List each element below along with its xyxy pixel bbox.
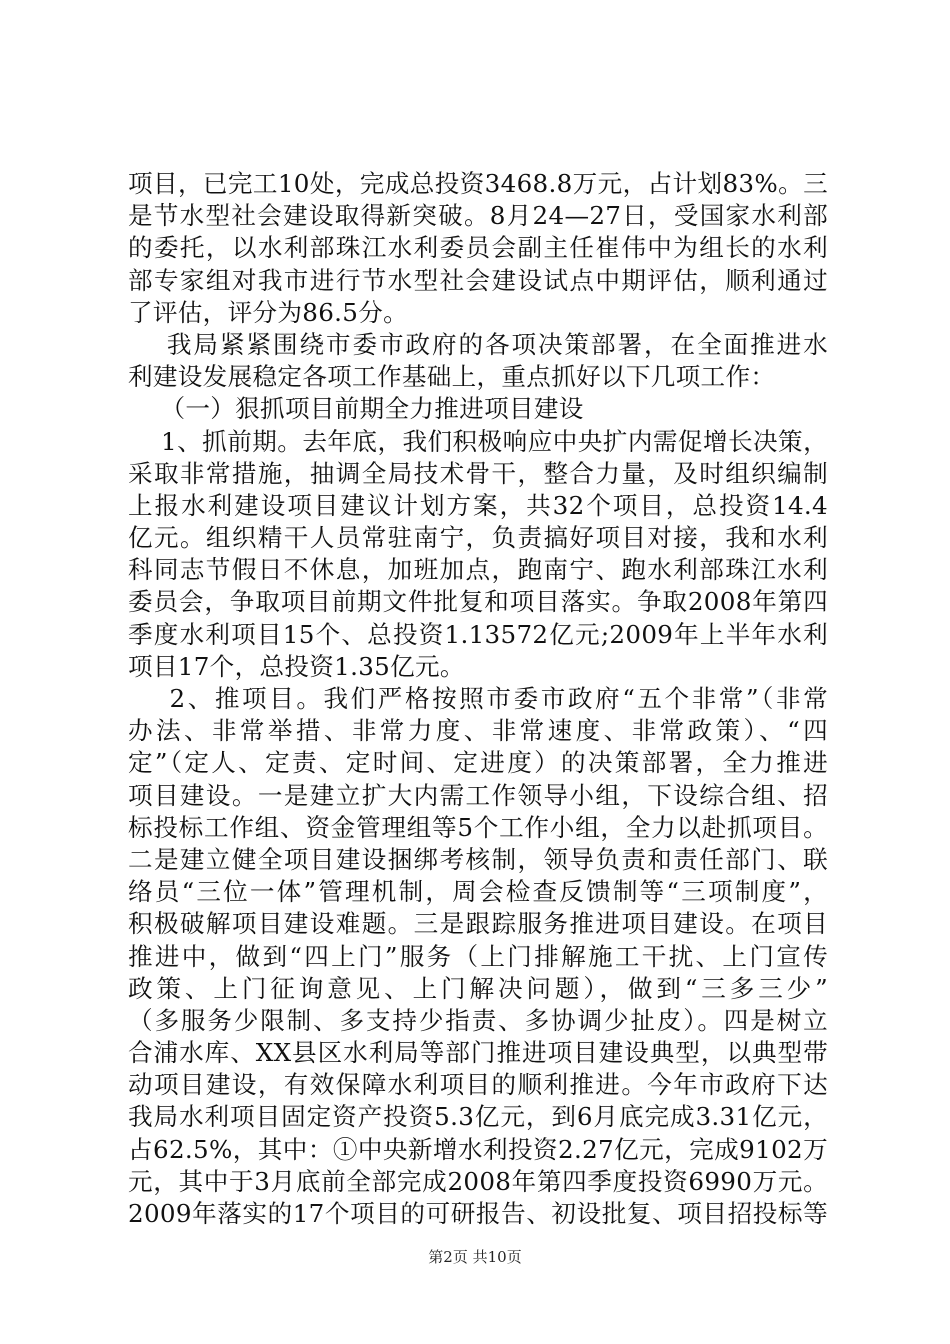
section-heading: （一）狠抓项目前期全力推进项目建设 (128, 394, 584, 424)
text-line: 部专家组对我市进行节水型社会建设试点中期评估，顺利通过 (128, 265, 828, 295)
text-line: 我局水利项目固定资产投资5.3亿元，到6月底完成3.31亿元， (128, 1102, 828, 1132)
text-line: 络员“三位一体”管理机制，周会检查反馈制等“三项制度”， (128, 877, 828, 907)
text-line: 积极破解项目建设难题。三是跟踪服务推进项目建设。在项目 (128, 909, 828, 939)
text-line: 元，其中于3月底前全部完成2008年第四季度投资6990万元。 (128, 1166, 828, 1196)
text-line: 项目建设。一是建立扩大内需工作领导小组，下设综合组、招 (128, 780, 828, 810)
text-line: 项目17个，总投资1.35亿元。 (128, 651, 465, 681)
text-line: 是节水型社会建设取得新突破。8月24—27日，受国家水利部 (128, 201, 828, 231)
text-line: 办法、非常举措、非常力度、非常速度、非常政策）、“四 (128, 716, 828, 746)
text-line: 项目，已完工10处，完成总投资3468.8万元，占计划83%。三 (128, 169, 828, 198)
text-line: 二是建立健全项目建设捆绑考核制，领导负责和责任部门、联 (128, 844, 828, 874)
text-line: 采取非常措施，抽调全局技术骨干，整合力量，及时组织编制 (128, 458, 828, 488)
text-line: （多服务少限制、多支持少指责、多协调少扯皮）。四是树立 (128, 1005, 828, 1035)
text-line: 2、推项目。我们严格按照市委市政府“五个非常”（非常 (128, 684, 828, 713)
document-body (128, 168, 828, 1230)
text-line: 季度水利项目15个、总投资1.13572亿元;2009年上半年水利 (128, 619, 828, 649)
text-line: 标投标工作组、资金管理组等5个工作小组，全力以赴抓项目。 (128, 812, 828, 842)
text-line: 我局紧紧围绕市委市政府的各项决策部署，在全面推进水 (128, 329, 828, 359)
page-number-footer: 第2页 共10页 (428, 1248, 522, 1266)
text-line: 占62.5%，其中：①中央新增水利投资2.27亿元，完成9102万 (128, 1134, 828, 1164)
text-line: 科同志节假日不休息，加班加点，跑南宁、跑水利部珠江水利 (128, 555, 828, 585)
text-line: 2009年落实的17个项目的可研报告、初设批复、项目招投标等 (128, 1199, 828, 1228)
text-line: 动项目建设，有效保障水利项目的顺利推进。今年市政府下达 (128, 1070, 828, 1100)
text-line: 合浦水库、XX县区水利局等部门推进项目建设典型，以典型带 (128, 1038, 828, 1068)
text-line: 推进中，做到“四上门”服务（上门排解施工干扰、上门宣传 (128, 941, 828, 971)
text-line: 政策、上门征询意见、上门解决问题），做到“三多三少” (128, 973, 828, 1003)
text-line: 了评估，评分为86.5分。 (128, 297, 409, 327)
text-line: 的委托，以水利部珠江水利委员会副主任崔伟中为组长的水利 (128, 233, 828, 263)
text-line: 利建设发展稳定各项工作基础上，重点抓好以下几项工作： (128, 362, 776, 392)
text-line: 定”（定人、定责、定时间、定进度）的决策部署，全力推进 (128, 748, 828, 778)
text-line: 上报水利建设项目建议计划方案，共32个项目，总投资14.4 (128, 490, 828, 520)
text-line: 1、抓前期。去年底，我们积极响应中央扩内需促增长决策， (128, 426, 828, 456)
text-line: 委员会，争取项目前期文件批复和项目落实。争取2008年第四 (128, 587, 828, 617)
text-line: 亿元。组织精干人员常驻南宁，负责搞好项目对接，我和水利 (128, 523, 828, 553)
